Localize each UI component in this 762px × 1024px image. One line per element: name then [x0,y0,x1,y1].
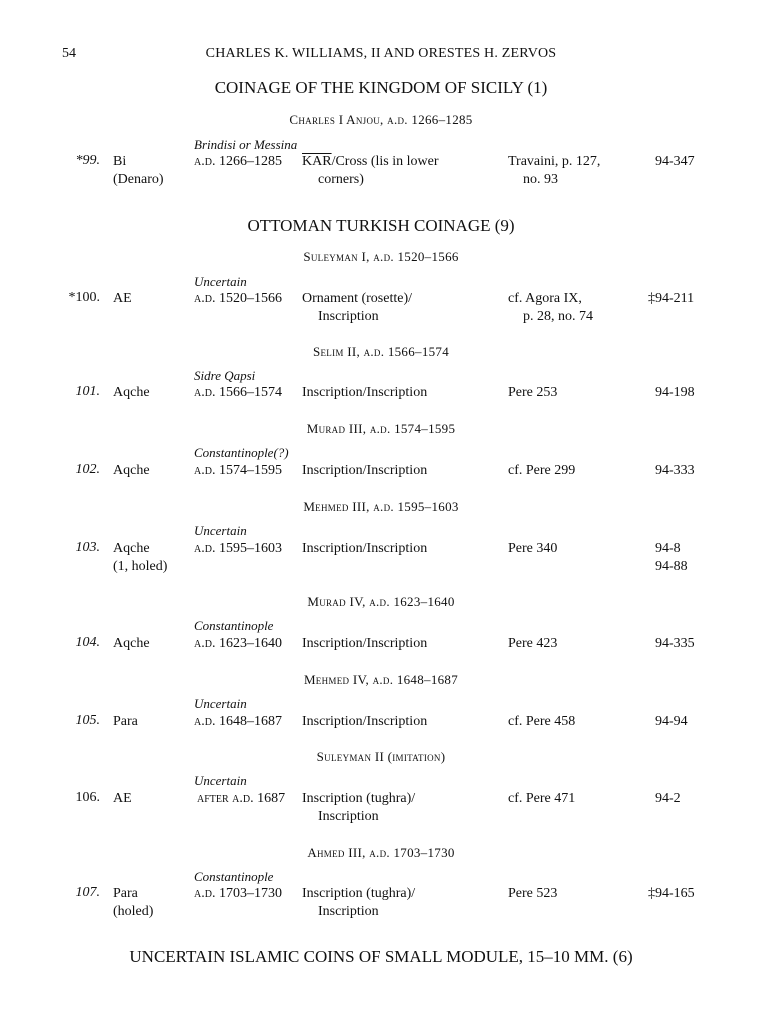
page-number: 54 [62,46,76,61]
inventory-number: ‡94-211 [648,291,695,306]
type-description: Inscription/Inscription [302,463,428,478]
inventory-number: 94-8 94-88 [655,541,688,574]
entry-number: 107. [75,885,100,900]
reference: cf. Agora IX, p. 28, no. 74 [508,291,593,324]
type-description: Ornament (rosette)/ Inscription [302,291,413,324]
reference: Pere 423 [508,636,558,651]
inventory-number: 94-198 [655,385,695,400]
inventory-number: 94-335 [655,636,695,651]
entry-number: 104. [75,635,100,650]
denomination: Bi (Denaro) [113,154,164,187]
denomination: Aqche [113,385,150,400]
reference: Pere 523 [508,886,558,901]
ruler-heading: Ahmed III, a.d. 1703–1730 [307,845,455,860]
type-description: $\overline{KAR}$/Cross (lis in lower corners) [302,154,439,187]
ruler-heading: Suleyman II (imitation) [316,749,446,764]
denomination: Para [113,714,138,729]
mint-name: Uncertain [194,773,247,788]
entry-number: 105. [75,713,100,728]
entry-number: 101. [75,384,100,399]
entry-number: *100. [68,290,100,305]
type-description: Inscription/Inscription [302,636,428,651]
ruler-heading: Mehmed III, a.d. 1595–1603 [303,499,459,514]
mint-name: Uncertain [194,696,247,711]
ruler-heading: Murad IV, a.d. 1623–1640 [307,594,455,609]
mint-name: Uncertain [194,274,247,289]
date: after a.d. 1687 [197,791,286,806]
denomination: Aqche [113,636,150,651]
denomination: AE [113,291,132,306]
type-description: Inscription/Inscription [302,714,428,729]
inventory-number: 94-2 [655,791,681,806]
date: a.d. 1574–1595 [194,463,282,478]
date: a.d. 1266–1285 [194,154,282,169]
ruler-heading: Charles I Anjou, a.d. 1266–1285 [289,112,473,127]
reference: cf. Pere 471 [508,791,576,806]
reference: cf. Pere 458 [508,714,576,729]
mint-name: Constantinople [194,869,274,884]
mint-name: Constantinople [194,618,274,633]
entry-number: *99. [75,153,100,168]
type-description: Inscription (tughra)/ Inscription [302,886,416,919]
inventory-number: 94-94 [655,714,688,729]
reference: Travaini, p. 127, no. 93 [508,154,601,187]
reference: cf. Pere 299 [508,463,576,478]
date: a.d. 1595–1603 [194,541,282,556]
type-description: Inscription/Inscription [302,385,428,400]
entry-number: 103. [75,540,100,555]
mint-name: Brindisi or Messina [194,137,298,152]
legend-kar: $\overline{KAR}$ [302,154,332,169]
entry-number: 102. [75,462,100,477]
ruler-heading: Suleyman I, a.d. 1520–1566 [303,249,459,264]
ruler-heading: Murad III, a.d. 1574–1595 [306,421,456,436]
entry-number: 106. [75,790,100,805]
section-title: COINAGE OF THE KINGDOM OF SICILY (1) [214,78,548,97]
mint-name: Sidre Qapsi [194,368,256,383]
date: a.d. 1623–1640 [194,636,282,651]
denomination: AE [113,791,132,806]
ruler-heading: Selim II, a.d. 1566–1574 [312,344,450,359]
inventory-number: ‡94-165 [648,886,695,901]
denomination: Aqche [113,463,150,478]
date: a.d. 1520–1566 [194,291,282,306]
running-head: CHARLES K. WILLIAMS, II AND ORESTES H. ZERVOS [205,46,557,61]
section-title: UNCERTAIN ISLAMIC COINS OF SMALL MODULE, 15–10 MM. (6) [129,947,633,966]
reference: Pere 253 [508,385,558,400]
inventory-number: 94-347 [655,154,695,169]
reference: Pere 340 [508,541,558,556]
date: a.d. 1566–1574 [194,385,282,400]
date: a.d. 1648–1687 [194,714,282,729]
mint-name: Uncertain [194,523,247,538]
inventory-number: 94-333 [655,463,695,478]
type-description: Inscription (tughra)/ Inscription [302,791,416,824]
type-description: Inscription/Inscription [302,541,428,556]
denomination: Para (holed) [113,886,154,919]
ruler-heading: Mehmed IV, a.d. 1648–1687 [303,672,459,687]
denomination: Aqche (1, holed) [113,541,168,574]
section-title: OTTOMAN TURKISH COINAGE (9) [247,216,515,235]
date: a.d. 1703–1730 [194,886,282,901]
mint-name: Constantinople(?) [194,445,289,460]
